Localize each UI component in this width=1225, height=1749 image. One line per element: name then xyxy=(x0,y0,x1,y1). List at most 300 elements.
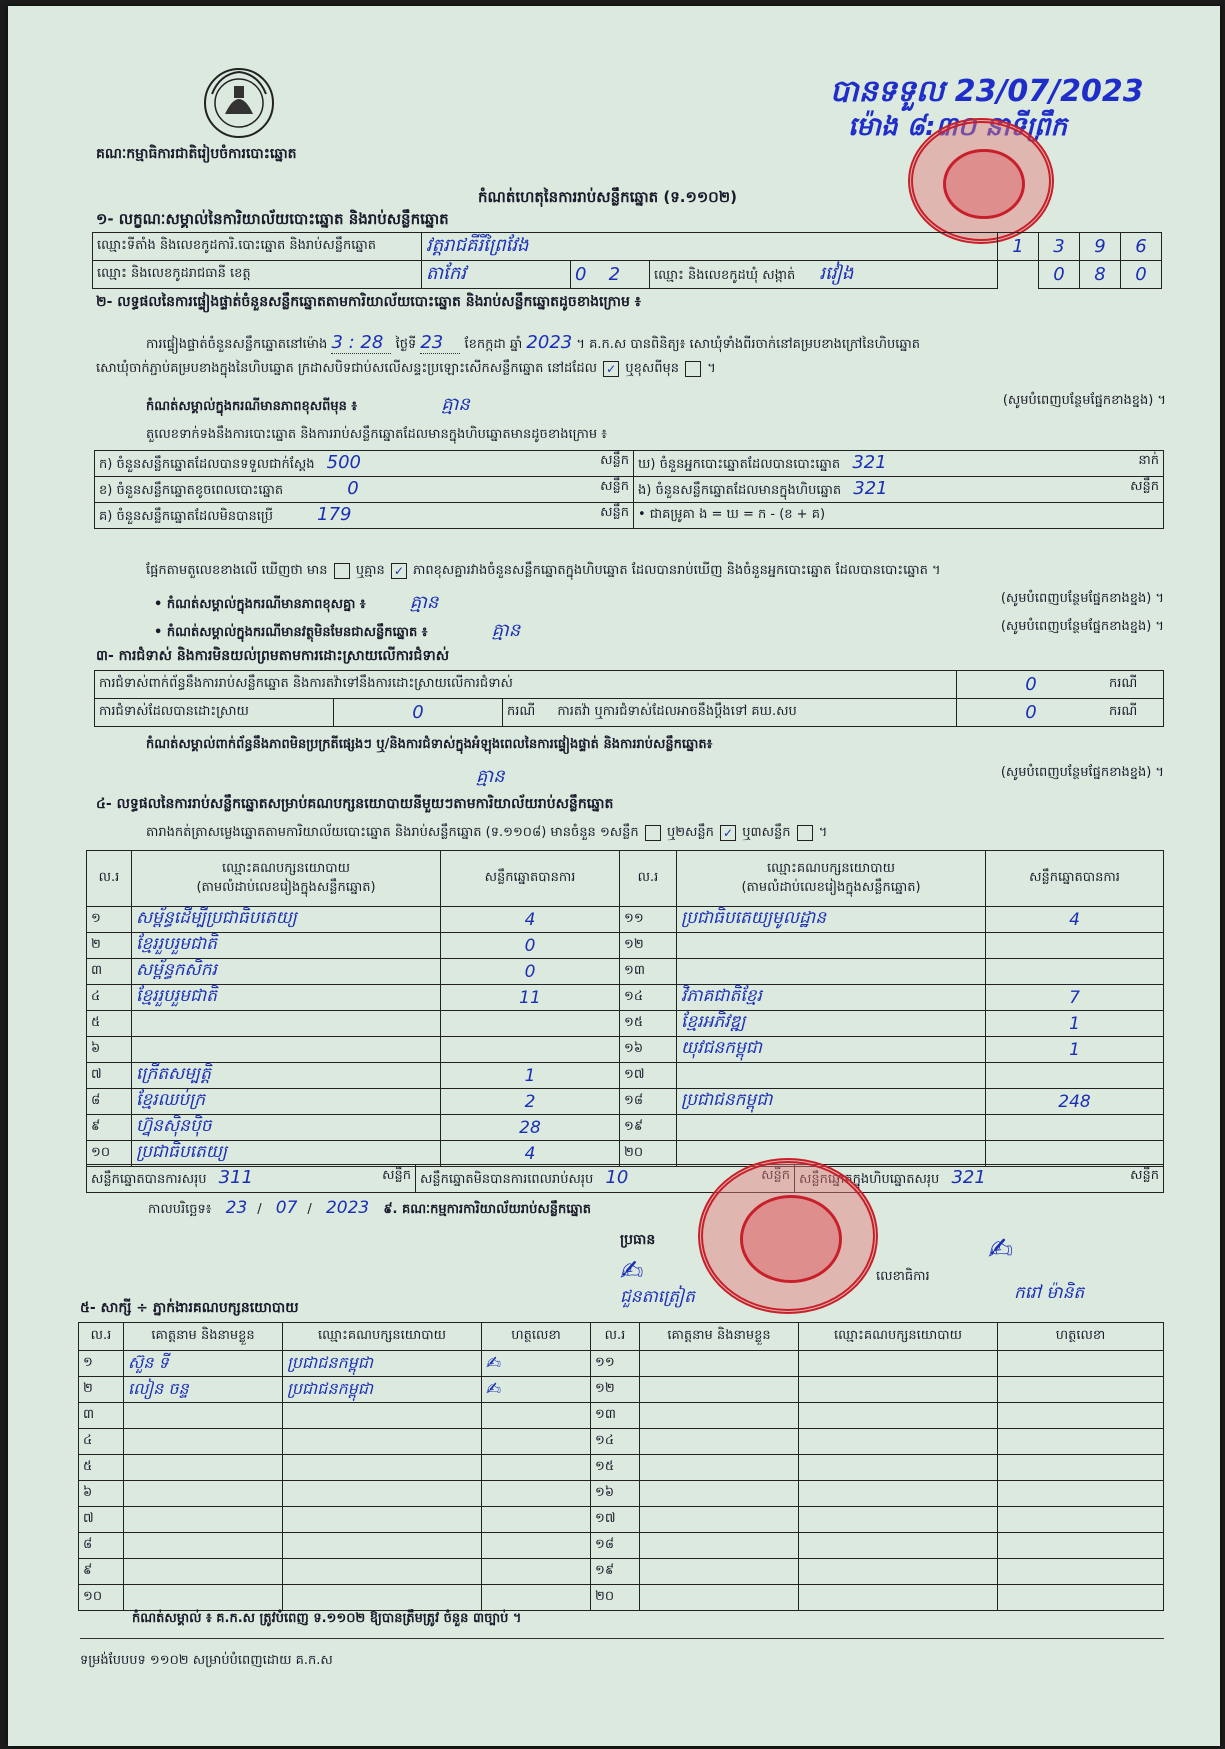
official-stamp-middle xyxy=(698,1158,878,1314)
chair-name: ជួនតាត្រៀត xyxy=(620,1287,695,1307)
witness-sign-right xyxy=(998,1533,1164,1559)
witness-row xyxy=(79,1533,1164,1559)
station-code-2: 3 xyxy=(1039,233,1080,261)
received-time: ម៉ោង ៨:៣០ នាទីព្រឹក xyxy=(848,112,1068,142)
result-row xyxy=(87,1037,1164,1063)
verify-line2-text: សោឃុំចាក់ភ្ជាប់គម្របខាងក្នុងនៃហិបឆ្នោត ក្រដាសបិទជាប់សលើសន្ទះប្រឡោះសើកសន្លឹកឆ្នោត នៅដដែល xyxy=(96,361,598,376)
verify-line2-c: ។ xyxy=(707,361,716,376)
witness-no-right: ១៩ xyxy=(591,1559,640,1585)
ko-unit: សន្លឹក xyxy=(600,505,629,520)
result-party-right xyxy=(677,1141,986,1167)
witness-sign-right xyxy=(998,1481,1164,1507)
result-party-right xyxy=(677,1115,986,1141)
witness-row xyxy=(79,1377,1164,1403)
result-votes-right: 248 xyxy=(986,1089,1164,1115)
match-line xyxy=(146,562,941,581)
signature-icon: ✍ xyxy=(486,1379,502,1400)
witness-name-right xyxy=(640,1481,799,1507)
witness-no-left: ២ xyxy=(79,1377,124,1403)
tally-d: ។ xyxy=(818,825,828,840)
total-invalid-value: 10 xyxy=(605,1167,629,1188)
result-row xyxy=(87,1089,1164,1115)
nonballot-line xyxy=(154,618,1164,645)
witness-party-right xyxy=(799,1533,998,1559)
gh-unit: នាក់ xyxy=(1138,453,1159,468)
witness-party-right xyxy=(799,1403,998,1429)
witness-col-party-left: ឈ្មោះគណបក្សនយោបាយ xyxy=(283,1323,482,1351)
witness-party-left xyxy=(283,1559,482,1585)
witness-party-left xyxy=(283,1455,482,1481)
province-code-2: 2 xyxy=(608,264,621,285)
formula: • ជាគម្រូគា ង = ឃ = ក - (ខ + គ) xyxy=(634,503,1164,529)
ng-unit: សន្លឹក xyxy=(1130,479,1159,494)
secretary-label: លេខាធិការ xyxy=(876,1269,930,1284)
witness-no-left: ៨ xyxy=(79,1533,124,1559)
same-checkbox[interactable]: ✓ xyxy=(603,361,619,377)
has-diff-checkbox[interactable] xyxy=(334,563,350,579)
witness-no-left: ៦ xyxy=(79,1481,124,1507)
result-row xyxy=(87,959,1164,985)
result-no-right: ១៣ xyxy=(620,959,677,985)
verify-text-b: ថ្ងៃទី xyxy=(395,337,417,352)
result-party-right xyxy=(677,1063,986,1089)
k-label: ក) ចំនួនសន្លឹកឆ្នោតដែលបានទទួលជាក់ស្តែង xyxy=(99,457,315,472)
match-b: ឬគ្មាន xyxy=(355,563,385,578)
footer-note: កំណត់សម្គាល់ ៖ គ.ក.ស ត្រូវបំពេញ ទ.១១០២ ឱ្យបានត្រឹមត្រូវ ចំនួន ៣ច្បាប់ ។ xyxy=(132,1611,522,1626)
witness-no-right: ១២ xyxy=(591,1377,640,1403)
province-label: ឈ្មោះ និងលេខកូដរាជធានី ខេត្ត xyxy=(97,266,251,281)
witness-party-right xyxy=(799,1455,998,1481)
witness-party-right xyxy=(799,1351,998,1377)
signature-icon: ✍ xyxy=(486,1353,502,1374)
result-party-left: ប្រជាធិបតេយ្យ xyxy=(132,1141,441,1167)
match-a: ផ្អែកតាមតួលេខខាងលើ ឃើញថា មាន xyxy=(146,563,328,578)
result-no-left: ២ xyxy=(87,933,132,959)
witness-no-left: ៣ xyxy=(79,1403,124,1429)
total-box-unit: សន្លឹក xyxy=(1130,1168,1159,1183)
result-no-right: ១៦ xyxy=(620,1037,677,1063)
witness-no-left: ៧ xyxy=(79,1507,124,1533)
col-votes-right: សន្លឹកឆ្នោតបានការ xyxy=(986,851,1164,907)
col-party-right xyxy=(677,851,986,907)
verify-day: 23 xyxy=(420,332,460,354)
section1-heading: ១- លក្ខណៈសម្គាល់នៃការិយាល័យបោះឆ្នោត និងរាប់សន្លឹកឆ្នោត xyxy=(96,210,449,228)
witness-col-name-left: គោត្តនាម និងនាមខ្លួន xyxy=(124,1323,283,1351)
witness-sign-left xyxy=(482,1403,591,1429)
commune-name: រវៀង xyxy=(819,263,854,284)
objection-row1-unit: ករណី xyxy=(1105,671,1164,699)
chair-label: ប្រធាន xyxy=(620,1232,656,1248)
witness-party-left xyxy=(283,1585,482,1611)
result-party-right xyxy=(677,959,986,985)
witness-party-left: ប្រជាជនកម្ពុជា xyxy=(283,1351,482,1377)
two-sheets-checkbox[interactable]: ✓ xyxy=(720,825,736,841)
province-name: តាកែវ xyxy=(422,261,571,289)
form-paper xyxy=(8,6,1220,1746)
result-votes-right: 7 xyxy=(986,985,1164,1011)
result-row xyxy=(87,985,1164,1011)
commune-code-1: 0 xyxy=(1039,261,1080,289)
gh-value: 321 xyxy=(852,452,887,473)
objection-row2-label: ការជំទាស់ដែលបានដោះស្រាយ xyxy=(95,699,334,727)
witness-col-no-right: ល.រ xyxy=(591,1323,640,1351)
col-party-left-sub: (តាមលំដាប់លេខរៀងក្នុងសន្លឹកឆ្នោត) xyxy=(196,879,376,895)
result-votes-right xyxy=(986,1063,1164,1089)
witness-no-right: ១៥ xyxy=(591,1455,640,1481)
witness-party-left xyxy=(283,1533,482,1559)
nonballot-hint: (សូមបំពេញបន្ថែមផ្នែកខាងខ្នង) ។ xyxy=(1000,619,1164,634)
result-party-left xyxy=(132,1011,441,1037)
objection-table xyxy=(94,670,1164,727)
diff-note-value: គ្មាន xyxy=(441,394,470,415)
footer-rule xyxy=(80,1638,1164,1639)
witness-sign-right xyxy=(998,1455,1164,1481)
result-row xyxy=(87,1115,1164,1141)
objection-row1-label: ការជំទាស់ពាក់ព័ន្ធនឹងការរាប់សន្លឹកឆ្នោត និងការតវ៉ាទៅនឹងការដោះស្រាយលើការជំទាស់ xyxy=(95,671,957,699)
witness-name-right xyxy=(640,1533,799,1559)
witness-col-sign-right: ហត្ថលេខា xyxy=(998,1323,1164,1351)
witness-party-left xyxy=(283,1481,482,1507)
result-party-right: ខ្មែរអភិវឌ្ឍ xyxy=(677,1011,986,1037)
totals-table xyxy=(86,1164,1164,1193)
witness-party-left xyxy=(283,1403,482,1429)
witness-name-right xyxy=(640,1507,799,1533)
result-votes-left xyxy=(441,1037,620,1063)
result-no-right: ១៤ xyxy=(620,985,677,1011)
result-votes-left: 11 xyxy=(441,985,620,1011)
witness-party-left: ប្រជាជនកម្ពុជា xyxy=(283,1377,482,1403)
result-votes-right: 1 xyxy=(986,1037,1164,1063)
result-party-right: យុវជនកម្ពុជា xyxy=(677,1037,986,1063)
section1-table xyxy=(92,232,1162,289)
diff-note-label: កំណត់សម្គាល់ក្នុងករណីមានភាពខុសពីមុន ៖ xyxy=(146,399,358,414)
station-code-4: 6 xyxy=(1121,233,1162,261)
result-party-right xyxy=(677,933,986,959)
result-party-left: ក្រើតសម្បត្តិ xyxy=(132,1063,441,1089)
result-no-left: ៧ xyxy=(87,1063,132,1089)
witness-name-left xyxy=(124,1533,283,1559)
result-no-right: ២០ xyxy=(620,1141,677,1167)
date-month: 07 xyxy=(275,1198,298,1218)
witness-no-right: ១៨ xyxy=(591,1533,640,1559)
result-no-left: ៣ xyxy=(87,959,132,985)
witness-party-left xyxy=(283,1507,482,1533)
result-votes-left: 0 xyxy=(441,959,620,985)
verify-text-d: ។ គ.ក.ស បានពិនិត្យ៖ សោឃុំទាំងពីរចាក់នៅគម្របខាងក្រៅនៃហិបឆ្នោត xyxy=(576,337,921,352)
station-label: ឈ្មោះទីតាំង និងលេខកូដការិ.បោះឆ្នោត និងរាប់សន្លឹកឆ្នោត xyxy=(93,233,422,261)
result-party-left xyxy=(132,1037,441,1063)
result-votes-right xyxy=(986,959,1164,985)
one-sheet-checkbox[interactable] xyxy=(645,825,661,841)
col-no-left: ល.រ xyxy=(87,851,132,907)
objection-row1-value: 0 xyxy=(957,671,1106,699)
result-party-right: វិភាគជាតិខ្មែរ xyxy=(677,985,986,1011)
footer-form-note: ទម្រង់បែបបទ ១១០២ សម្រាប់បំពេញដោយ គ.ក.ស xyxy=(80,1653,333,1668)
date-line: កាលបរិច្ឆេទ៖ 23 / 07 / 2023 ៩. គណៈកម្មការការិយាល័យរាប់សន្លឹកឆ្នោត xyxy=(148,1198,592,1218)
witness-sign-left xyxy=(482,1585,591,1611)
diff-note-line xyxy=(146,392,1166,419)
secretary-signature: ✍ xyxy=(988,1232,1014,1267)
station-code-1: 1 xyxy=(998,233,1039,261)
witness-party-right xyxy=(799,1507,998,1533)
result-no-left: ៨ xyxy=(87,1089,132,1115)
blank-cell xyxy=(998,261,1039,289)
result-no-right: ១១ xyxy=(620,907,677,933)
witness-row xyxy=(79,1429,1164,1455)
result-party-left: ខ្មែរឈប់ក្រ xyxy=(132,1089,441,1115)
witness-name-right xyxy=(640,1585,799,1611)
witness-name-right xyxy=(640,1377,799,1403)
result-votes-right xyxy=(986,1141,1164,1167)
witness-no-left: ១ xyxy=(79,1351,124,1377)
results-table xyxy=(86,850,1164,1167)
witness-name-right xyxy=(640,1403,799,1429)
total-valid-unit: សន្លឹក xyxy=(382,1168,411,1183)
witness-sign-right xyxy=(998,1507,1164,1533)
tally-line xyxy=(146,824,827,843)
witness-no-right: ១១ xyxy=(591,1351,640,1377)
witness-name-right xyxy=(640,1455,799,1481)
result-row xyxy=(87,1063,1164,1089)
witness-sign-left xyxy=(482,1351,591,1377)
ng-label: ង) ចំនួនសន្លឹកឆ្នោតដែលមានក្នុងហិបឆ្នោត xyxy=(638,483,842,498)
witness-sign-right xyxy=(998,1377,1164,1403)
nec-emblem-icon xyxy=(200,64,278,142)
result-no-left: ៥ xyxy=(87,1011,132,1037)
result-votes-left: 4 xyxy=(441,907,620,933)
witness-name-right xyxy=(640,1559,799,1585)
diff-line xyxy=(154,590,1164,617)
witness-no-right: ១៣ xyxy=(591,1403,640,1429)
verify-text-c: ខែកក្កដា ឆ្នាំ xyxy=(464,337,523,352)
result-votes-right xyxy=(986,933,1164,959)
verify-line2-b: ឬខុសពីមុន xyxy=(625,361,679,376)
k-value: 500 xyxy=(326,452,362,473)
result-row xyxy=(87,1141,1164,1167)
objection-row2-value: 0 xyxy=(334,699,503,727)
irregularity-hint: (សូមបំពេញបន្ថែមផ្នែកខាងខ្នង) ។ xyxy=(1000,765,1164,780)
result-no-right: ១៥ xyxy=(620,1011,677,1037)
objection-row2-mid-unit: ករណី xyxy=(1105,699,1164,727)
secretary-name: ករៅ ម៉ានិត xyxy=(1014,1283,1085,1303)
total-box-label: សន្លឹកឆ្នោតក្នុងហិបឆ្នោតសរុប xyxy=(799,1172,940,1187)
col-party-left xyxy=(132,851,441,907)
result-row xyxy=(87,907,1164,933)
witness-sign-right xyxy=(998,1403,1164,1429)
result-votes-right: 1 xyxy=(986,1011,1164,1037)
witness-party-right xyxy=(799,1429,998,1455)
result-no-right: ១២ xyxy=(620,933,677,959)
section5-heading: ៥- សាក្សី ÷ ភ្នាក់ងារគណបក្សនយោបាយ xyxy=(80,1300,299,1316)
result-no-right: ១៧ xyxy=(620,1063,677,1089)
ko-value: 179 xyxy=(317,504,352,525)
witness-name-left xyxy=(124,1403,283,1429)
witness-col-no-left: ល.រ xyxy=(79,1323,124,1351)
witness-sign-right xyxy=(998,1585,1164,1611)
different-checkbox[interactable] xyxy=(685,361,701,377)
province-code-1: 0 xyxy=(575,264,587,285)
total-invalid-label: សន្លឹកឆ្នោតមិនបានការពេលរាប់សរុប xyxy=(420,1172,594,1187)
result-no-left: ១ xyxy=(87,907,132,933)
witness-sign-left xyxy=(482,1559,591,1585)
total-valid xyxy=(87,1165,416,1193)
commune-code-3: 0 xyxy=(1121,261,1162,289)
diff-label: • កំណត់សម្គាល់ក្នុងករណីមានភាពខុសគ្នា ៖ xyxy=(154,597,366,612)
witness-name-left: លៀន ចន្ទ xyxy=(124,1377,283,1403)
official-stamp-top xyxy=(908,118,1054,244)
witness-row xyxy=(79,1403,1164,1429)
verify-line-1 xyxy=(146,332,920,355)
witness-row xyxy=(79,1351,1164,1377)
province-cell xyxy=(93,261,422,289)
witness-sign-left xyxy=(482,1455,591,1481)
col-party-left-title: ឈ្មោះគណបក្សនយោបាយ xyxy=(222,860,350,876)
result-party-left: ខ្មែររួបរួមជាតិ xyxy=(132,933,441,959)
result-no-right: ១៩ xyxy=(620,1115,677,1141)
row-ng xyxy=(634,477,1164,503)
result-votes-left: 1 xyxy=(441,1063,620,1089)
witness-no-left: ៤ xyxy=(79,1429,124,1455)
witness-sign-left xyxy=(482,1507,591,1533)
tally-a: តារាងកត់ត្រាសម្លេងឆ្នោតតាមការិយាល័យបោះឆ្នោត និងរាប់សន្លឹកឆ្នោត (ទ.១១០៨) មានចំនួន ១សន្លឹក xyxy=(146,825,639,840)
witness-row xyxy=(79,1559,1164,1585)
result-votes-right xyxy=(986,1115,1164,1141)
witness-col-party-right: ឈ្មោះគណបក្សនយោបាយ xyxy=(799,1323,998,1351)
commune-label: ឈ្មោះ និងលេខកូដឃុំ សង្កាត់ xyxy=(654,268,796,283)
province-code xyxy=(571,261,650,289)
result-party-left: ខ្មែររួបរួមជាតិ xyxy=(132,985,441,1011)
witness-name-left: ស៊ួន ទី xyxy=(124,1351,283,1377)
result-votes-left: 0 xyxy=(441,933,620,959)
witness-name-left xyxy=(124,1585,283,1611)
verify-time: 3 : 28 xyxy=(331,332,391,354)
match-c: ភាពខុសគ្នារវាងចំនួនសន្លឹកឆ្នោតក្នុងហិបឆ្នោត ដែលបានរាប់ឃើញ និងចំនួនអ្នកបោះឆ្នោត ដែលបានបោះឆ្នោត ។ xyxy=(413,563,941,578)
three-sheets-checkbox[interactable] xyxy=(797,825,813,841)
witness-sign-right xyxy=(998,1351,1164,1377)
row-kh xyxy=(95,477,634,503)
objection-row2-mid xyxy=(503,699,957,727)
result-row xyxy=(87,933,1164,959)
witness-sign-left xyxy=(482,1429,591,1455)
witness-party-right xyxy=(799,1585,998,1611)
witness-row xyxy=(79,1585,1164,1611)
ko-label: គ) ចំនួនសន្លឹកឆ្នោតដែលមិនបានប្រើ xyxy=(99,509,273,524)
irregularity-value: គ្មាន xyxy=(476,766,505,787)
result-no-right: ១៨ xyxy=(620,1089,677,1115)
witness-no-right: ១៧ xyxy=(591,1507,640,1533)
witness-no-right: ១៤ xyxy=(591,1429,640,1455)
section4-heading: ៤- លទ្ធផលនៃការរាប់សន្លឹកឆ្នោតសម្រាប់គណបក្សនយោបាយនីមួយៗតាមការិយាល័យរាប់សន្លឹកឆ្នោត xyxy=(96,796,614,812)
nonballot-value: គ្មាន xyxy=(491,620,521,641)
col-no-right: ល.រ xyxy=(620,851,677,907)
result-no-left: ៦ xyxy=(87,1037,132,1063)
total-invalid-unit: សន្លឹក xyxy=(761,1168,790,1183)
total-valid-label: សន្លឹកឆ្នោតបានការសរុប xyxy=(91,1172,207,1187)
diff-note-hint: (សូមបំពេញបន្ថែមផ្នែកខាងខ្នង) ។ xyxy=(1002,393,1166,408)
witness-sign-right xyxy=(998,1559,1164,1585)
commune-cell xyxy=(650,261,998,289)
irregularity-note: កំណត់សម្គាល់ពាក់ព័ន្ធនឹងភាពមិនប្រក្រតីផ្សេងៗ ឬ/និងការជំទាស់ក្នុងអំឡុងពេលនៃការផ្ទៀងផ្ទាត់ និងការរាប់សន្លឹកឆ្នោត៖ xyxy=(146,737,713,752)
result-party-right: ប្រជាជនកម្ពុជា xyxy=(677,1089,986,1115)
result-no-left: ១០ xyxy=(87,1141,132,1167)
witness-row xyxy=(79,1455,1164,1481)
chair-signature: ✍ xyxy=(620,1254,644,1287)
result-party-left: សម្ព័ន្ធដើម្បីប្រជាធិបតេយ្យ xyxy=(132,907,441,933)
witness-no-left: ៩ xyxy=(79,1559,124,1585)
row-gh xyxy=(634,451,1164,477)
col-party-right-title: ឈ្មោះគណបក្សនយោបាយ xyxy=(767,860,895,876)
committee-sign-label: ៩. គណៈកម្មការការិយាល័យរាប់សន្លឹកឆ្នោត xyxy=(383,1202,592,1217)
witness-name-left xyxy=(124,1559,283,1585)
nonballot-label: • កំណត់សម្គាល់ក្នុងករណីមានវត្ថុមិនមែនជាសន្លឹកឆ្នោត ៖ xyxy=(154,625,428,640)
section2-heading: ២- លទ្ធផលនៃការផ្ទៀងផ្ទាត់ចំនួនសន្លឹកឆ្នោតតាមការិយាល័យបោះឆ្នោត និងរាប់សន្លឹកឆ្នោតដូចខាងក្រោម ៖ xyxy=(96,294,641,310)
committee-name: គណៈកម្មាធិការជាតិរៀបចំការបោះឆ្នោត xyxy=(96,146,297,162)
witness-party-left xyxy=(283,1429,482,1455)
objection-row2-mid-value: 0 xyxy=(957,699,1106,727)
witness-no-right: ១៦ xyxy=(591,1481,640,1507)
total-box-value: 321 xyxy=(951,1167,986,1188)
witness-table xyxy=(78,1322,1164,1611)
date-label: កាលបរិច្ឆេទ៖ xyxy=(148,1202,212,1217)
witness-name-left xyxy=(124,1481,283,1507)
result-votes-right: 4 xyxy=(986,907,1164,933)
result-votes-left: 4 xyxy=(441,1141,620,1167)
col-votes-left: សន្លឹកឆ្នោតបានការ xyxy=(441,851,620,907)
witness-sign-left xyxy=(482,1533,591,1559)
result-votes-left xyxy=(441,1011,620,1037)
result-party-right: ប្រជាធិបតេយ្យមូលដ្ឋាន xyxy=(677,907,986,933)
witness-col-name-right: គោត្តនាម និងនាមខ្លួន xyxy=(640,1323,799,1351)
witness-name-left xyxy=(124,1455,283,1481)
kh-unit: សន្លឹក xyxy=(600,479,629,494)
irregularity-line xyxy=(96,764,1164,791)
tally-b: ឬ២សន្លឹក xyxy=(666,825,714,840)
witness-col-sign-left: ហត្ថលេខា xyxy=(482,1323,591,1351)
witness-no-left: ១០ xyxy=(79,1585,124,1611)
verify-line-2 xyxy=(96,360,716,379)
witness-sign-left xyxy=(482,1377,591,1403)
result-no-left: ៩ xyxy=(87,1115,132,1141)
section3-heading: ៣- ការជំទាស់ និងការមិនយល់ព្រមតាមការដោះស្រាយលើការជំទាស់ xyxy=(96,648,450,664)
objection-row2-unit: ករណី xyxy=(507,704,536,719)
result-party-left: ហ្វ៊ុនស៊ិនប៉ិច xyxy=(132,1115,441,1141)
k-unit: សន្លឹក xyxy=(600,453,629,468)
witness-name-left xyxy=(124,1507,283,1533)
ng-value: 321 xyxy=(853,478,888,499)
witness-party-right xyxy=(799,1559,998,1585)
diff-hint: (សូមបំពេញបន្ថែមផ្នែកខាងខ្នង) ។ xyxy=(1000,591,1164,606)
kh-value: 0 xyxy=(347,478,359,499)
witness-party-right xyxy=(799,1481,998,1507)
witness-party-right xyxy=(799,1377,998,1403)
no-diff-checkbox[interactable]: ✓ xyxy=(391,563,407,579)
witness-no-right: ២០ xyxy=(591,1585,640,1611)
row-ko xyxy=(95,503,634,529)
tally-c: ឬ៣សន្លឹក xyxy=(742,825,791,840)
witness-row xyxy=(79,1481,1164,1507)
result-no-left: ៤ xyxy=(87,985,132,1011)
total-valid-value: 311 xyxy=(218,1167,254,1188)
witness-name-right xyxy=(640,1429,799,1455)
date-day: 23 xyxy=(225,1198,248,1218)
col-party-right-sub: (តាមលំដាប់លេខរៀងក្នុងសន្លឹកឆ្នោត) xyxy=(741,879,921,895)
result-votes-left: 28 xyxy=(441,1115,620,1141)
witness-no-left: ៥ xyxy=(79,1455,124,1481)
witness-sign-left xyxy=(482,1481,591,1507)
witness-row xyxy=(79,1507,1164,1533)
result-party-left: សម្ព័ន្ធកសិករ xyxy=(132,959,441,985)
witness-sign-right xyxy=(998,1429,1164,1455)
